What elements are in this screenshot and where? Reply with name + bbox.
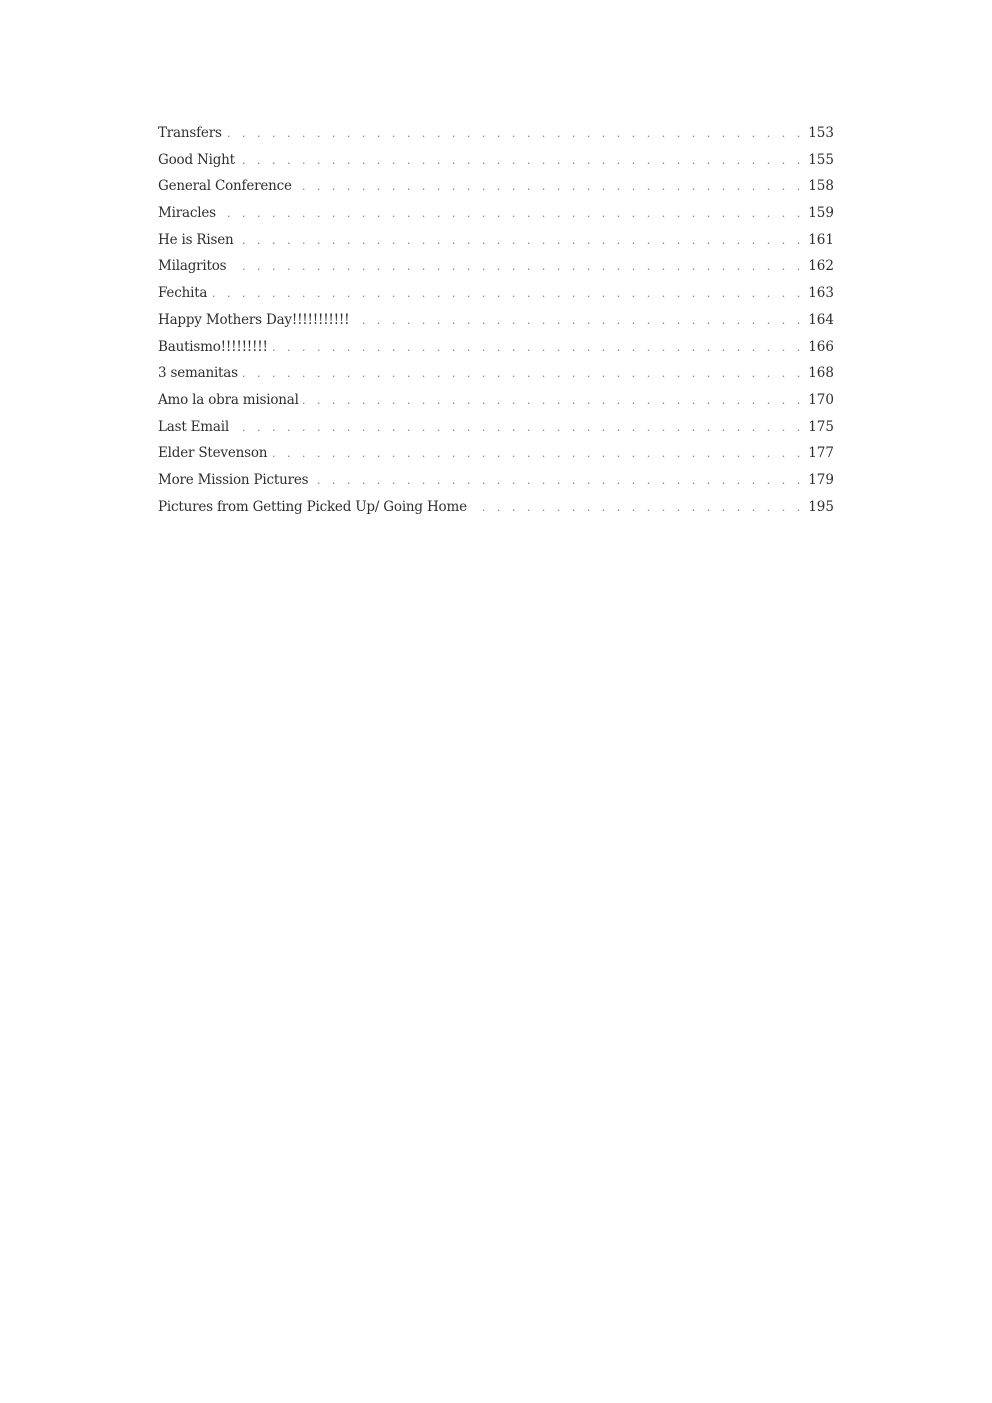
toc-dot-leader xyxy=(471,497,804,519)
toc-page-number: 161 xyxy=(808,231,834,248)
toc-page-number: 179 xyxy=(808,471,834,488)
toc-page-number: 170 xyxy=(808,391,834,408)
toc-entry-title: Fechita xyxy=(158,285,208,302)
toc-entry-title: Pictures from Getting Picked Up/ Going Home xyxy=(158,498,467,515)
toc-entry-title: Last Email xyxy=(158,418,229,435)
toc-page-number: 168 xyxy=(808,365,834,382)
toc-entry[interactable] xyxy=(158,416,834,443)
toc-entry-title: He is Risen xyxy=(158,231,234,248)
toc-dot-leader xyxy=(312,470,804,492)
toc-page-number: 166 xyxy=(808,338,834,355)
toc-entry[interactable] xyxy=(158,202,834,229)
toc-entry-title: Transfers xyxy=(158,125,222,141)
toc-entry-title: More Mission Pictures xyxy=(158,471,309,488)
toc-entry[interactable] xyxy=(158,282,834,309)
toc-entry[interactable] xyxy=(158,309,834,336)
toc-page-number: 159 xyxy=(808,205,834,222)
toc-entry[interactable] xyxy=(158,389,834,416)
toc-page-number: 163 xyxy=(808,285,834,302)
toc-entry-title: Elder Stevenson xyxy=(158,445,268,462)
toc-dot-leader xyxy=(353,310,804,332)
toc-entry[interactable] xyxy=(158,496,834,523)
toc-dot-leader xyxy=(233,417,804,439)
toc-entry[interactable] xyxy=(158,336,834,363)
toc-entry[interactable] xyxy=(158,122,834,149)
toc-entry[interactable] xyxy=(158,175,834,202)
toc-dot-leader xyxy=(271,443,804,465)
toc-entry[interactable] xyxy=(158,442,834,469)
toc-page-number: 175 xyxy=(808,418,834,435)
toc-page-number: 153 xyxy=(808,125,834,141)
toc-entry[interactable] xyxy=(158,229,834,256)
toc-page-number: 155 xyxy=(808,151,834,168)
toc-entry-title: Miracles xyxy=(158,205,216,222)
toc-entry[interactable] xyxy=(158,255,834,282)
toc-dot-leader xyxy=(237,230,804,252)
toc-page-number: 164 xyxy=(808,311,834,328)
toc-dot-leader xyxy=(239,150,804,172)
toc-entry[interactable] xyxy=(158,362,834,389)
toc-dot-leader xyxy=(272,337,805,359)
toc-dot-leader xyxy=(242,363,804,385)
toc-dot-leader xyxy=(220,203,804,225)
toc-page-number: 158 xyxy=(808,178,834,195)
toc-page-number: 162 xyxy=(808,258,834,275)
toc-entry-title: 3 semanitas xyxy=(158,365,238,382)
toc-entry-title: Bautismo!!!!!!!!! xyxy=(158,338,268,355)
toc-entry-title: Amo la obra misional xyxy=(158,391,299,408)
toc-page-number: 195 xyxy=(808,498,834,515)
toc-entry-title: Good Night xyxy=(158,151,235,168)
toc-dot-leader xyxy=(230,256,804,278)
toc-entry-title: General Conference xyxy=(158,178,292,195)
table-of-contents xyxy=(158,122,834,522)
toc-dot-leader xyxy=(296,176,804,198)
toc-dot-leader xyxy=(303,390,804,412)
toc-dot-leader xyxy=(226,123,805,145)
toc-entry-title: Happy Mothers Day!!!!!!!!!!! xyxy=(158,311,350,328)
toc-entry[interactable] xyxy=(158,149,834,176)
toc-entry-title: Milagritos xyxy=(158,258,227,275)
toc-dot-leader xyxy=(211,283,804,305)
toc-entry[interactable] xyxy=(158,469,834,496)
toc-page-number: 177 xyxy=(808,445,834,462)
